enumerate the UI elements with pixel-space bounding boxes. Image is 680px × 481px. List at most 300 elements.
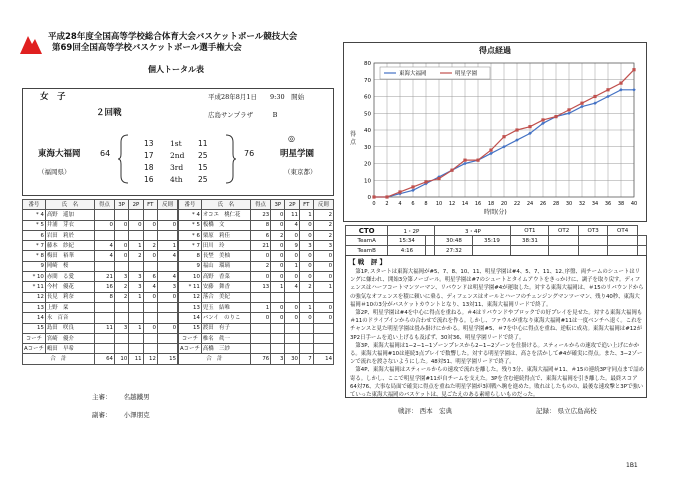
player-name: 高野 香菜 (201, 272, 250, 282)
player-row (179, 220, 334, 230)
total-row (179, 354, 334, 364)
player-pts (94, 302, 114, 312)
series-point (411, 185, 414, 188)
player-row (23, 282, 178, 292)
empty-cell (250, 333, 270, 343)
x-tick-label: 8 (424, 201, 428, 207)
player-pf: 0 (313, 313, 333, 323)
series-point (528, 125, 531, 128)
player-p2: 1 (129, 323, 143, 333)
player-p3: 3 (114, 323, 128, 333)
player-number: 8 (179, 251, 202, 261)
col-no: 番号 (179, 200, 202, 210)
empty-cell (157, 333, 177, 343)
col-name: 氏 名 (45, 200, 94, 210)
player-p3: 0 (271, 261, 285, 271)
player-number: * 10 (23, 272, 46, 282)
cto-col-ot1: OT1 (511, 226, 549, 236)
player-pf: 1 (157, 241, 177, 251)
reporter (398, 406, 452, 416)
player-pf: 2 (313, 220, 333, 230)
player-ft (143, 230, 157, 240)
y-tick-label: 0 (367, 195, 371, 201)
cto-cell (549, 236, 578, 246)
player-pts (250, 323, 270, 333)
player-ft (299, 323, 313, 333)
player-pf: 3 (157, 282, 177, 292)
player-pf: 0 (313, 272, 333, 282)
player-ft: 1 (299, 210, 313, 220)
series-point (619, 82, 622, 85)
player-number: * 5 (179, 220, 202, 230)
x-tick-label: 30 (565, 201, 573, 207)
total-pf: 14 (313, 354, 333, 364)
x-tick-label: 34 (591, 201, 599, 207)
player-p2: 3 (129, 272, 143, 282)
player-name: 岩田 莉於 (45, 230, 94, 240)
player-number: * 4 (179, 210, 202, 220)
period-scores-a (144, 138, 154, 186)
col-3p: 3P (271, 200, 285, 210)
period-1-b: 11 (198, 139, 208, 148)
player-pts: 13 (250, 282, 270, 292)
player-ft (143, 302, 157, 312)
player-pf: 0 (313, 261, 333, 271)
player-name: 落合 美紀 (201, 292, 250, 302)
player-p2: 4 (285, 282, 300, 292)
total-p3: 3 (271, 354, 285, 364)
player-name: 井浦 芽衣 (45, 220, 94, 230)
empty-cell (114, 344, 128, 354)
player-name: 島田 咲良 (45, 323, 94, 333)
commentary-paragraph: 第2P、明星学園は#4を中心に得点を重ねる。＃4はリバウンドやブロックでの好プレイを見せた。対する東海大福岡も＃11のドライブインからの合わせで流れを作る。しかし、ファウルが重なり東海大福岡#11は一度ベンチへ退く。これをチャンスと見た明星学園は畳み掛けにかかる。明星学園#5、＃7を中心に得点を重ね、逆転に成功。東海大福岡は#12が3P2日手ームを追い上げるも及ばず、30対36、明星学園リードで終了。 (350, 310, 643, 341)
player-number: 9 (179, 261, 202, 271)
player-number: 15 (179, 323, 202, 333)
total-ft: 12 (143, 354, 157, 364)
player-number: * 5 (23, 220, 46, 230)
empty-cell (129, 344, 143, 354)
player-pf: 0 (313, 302, 333, 312)
player-p3: 2 (114, 292, 128, 302)
player-pf (157, 313, 177, 323)
empty-cell (271, 344, 285, 354)
page-number: 1B1 (626, 462, 638, 469)
player-p3 (271, 292, 285, 302)
player-number: 6 (23, 230, 46, 240)
player-row (23, 323, 178, 333)
series-point (567, 108, 570, 111)
player-p3 (114, 210, 128, 220)
player-row (179, 282, 334, 292)
col-ft: FT (299, 200, 313, 210)
cto-cell: 35:19 (473, 236, 511, 246)
player-pts: 0 (250, 313, 270, 323)
chief-referee (92, 392, 150, 402)
venue-label: 広島サンプラザ B (208, 111, 278, 119)
series-point (541, 118, 544, 121)
empty-cell (129, 333, 143, 343)
player-number: 12 (23, 292, 46, 302)
x-tick-label: 38 (617, 201, 625, 207)
col-pf: 反則 (313, 200, 333, 210)
player-pts: 4 (94, 251, 114, 261)
series-point (398, 190, 401, 193)
series-point (489, 149, 492, 152)
cto-cell: 30:48 (435, 236, 473, 246)
staff-name: 嶋田 早希 (45, 344, 94, 354)
player-pf (313, 292, 333, 302)
player-p3 (114, 313, 128, 323)
player-ft: 0 (299, 220, 313, 230)
commentary-paragraph: 第4P、東海大福岡はスティールからの速攻で流れを離した。残り3分、東海大福岡＃11、＃15の連続3P守同点まで詰め寄る。しかし、ここで明星学園#11が自チームを支えた。3Pを含む連続得点で、東海大福岡を引き離した。最終スコア64対76、大事な局面で確実に得点を重ねた明星学園が3回戦へ駒を進めた。敗れはしたものの、最後な速攻撃と3Pで強いていった東海大福岡のバスケットは、見ごたえのある素晴らしいものだった。 (350, 367, 645, 399)
player-p2: 0 (285, 230, 300, 240)
cto-cell (426, 236, 435, 246)
player-pts: 16 (94, 282, 114, 292)
series-point (437, 177, 440, 180)
player-p3: 1 (271, 282, 285, 292)
cto-cell (473, 246, 511, 256)
period-4-b: 25 (198, 175, 208, 184)
player-p2: 11 (285, 210, 300, 220)
cto-cell (426, 246, 435, 256)
series-point (372, 195, 375, 198)
player-row (179, 313, 334, 323)
y-tick-label: 50 (364, 111, 371, 118)
player-row (23, 210, 178, 220)
player-name: 田川 玲 (201, 241, 250, 251)
player-number: * 11 (179, 282, 202, 292)
player-number: * 8 (23, 251, 46, 261)
series-point (554, 115, 557, 118)
series-point (502, 135, 505, 138)
total-row (23, 354, 178, 364)
player-name: 高野 遥加 (45, 210, 94, 220)
col-3p: 3P (114, 200, 128, 210)
player-pf: 0 (313, 251, 333, 261)
cto-col-34p: 3・4P (435, 226, 511, 236)
player-pts: 4 (94, 241, 114, 251)
player-ft: 0 (143, 292, 157, 302)
x-tick-label: 14 (461, 201, 469, 207)
total-p2: 30 (285, 354, 300, 364)
empty-cell (94, 333, 114, 343)
player-ft (299, 292, 313, 302)
commentary-body (350, 268, 644, 399)
player-p3: 0 (114, 251, 128, 261)
cto-cell (549, 246, 578, 256)
empty-cell (299, 344, 313, 354)
series-point (593, 95, 596, 98)
cto-cell (637, 246, 646, 256)
x-tick-label: 0 (372, 201, 376, 207)
staff-row (23, 333, 178, 343)
period-2-a: 17 (144, 151, 154, 160)
period-scores-b (198, 138, 208, 186)
player-name: 安藤 舞香 (201, 282, 250, 292)
legend-label: 東海大福岡 (399, 71, 427, 77)
player-pts: 21 (250, 241, 270, 251)
cto-cell (637, 236, 646, 246)
player-p3: 0 (271, 210, 285, 220)
player-pts: 0 (94, 220, 114, 230)
teamB-name: 明星学園 (280, 149, 315, 159)
y-tick-label: 10 (364, 178, 371, 185)
chart-title: 得点経過 (479, 46, 511, 55)
player-name: 長埜 美柚 (201, 251, 250, 261)
commentary-paragraph: 第1P､スタートは東海大福岡が#5、7、8、10、11、明星学園は#4、5、7、11、12､序盤、両チームのシュートはリングに嫌われ、開始3分第ノーゴール。明星学園は#7のシュートとタイムアウトをきっかけに、調子を取り戻す。ディフェンスはハーフコートマンツーマン、リバウンドは明星学園#4が運取した。対する東海大福岡は、＃15のリバウンドからの強気なオフェンスを積に頼いに乗る、ディフェンスはオールとハーフのチェンジングマンツーマン、残り40秒、東海大福岡＃10の3分がバスケットカウントとなり、13対11、東海大福岡リードで終了。 (350, 269, 644, 308)
series-point (580, 102, 583, 105)
x-tick-label: 40 (630, 201, 638, 207)
player-p2 (129, 302, 143, 312)
player-row (23, 292, 178, 302)
round-label: ２回戦 (96, 108, 122, 118)
game-date: 平成28年8月1日 9:30 開始 (208, 93, 305, 101)
series-point (632, 88, 636, 92)
player-row (179, 251, 334, 261)
staff-role: コーチ (179, 333, 202, 343)
commentary-box (345, 255, 647, 398)
player-number: * 11 (23, 282, 46, 292)
player-pf: 4 (157, 272, 177, 282)
x-tick-label: 2 (385, 201, 389, 207)
teamB-score: 76 (244, 149, 255, 158)
player-number: * 4 (23, 210, 46, 220)
col-2p: 2P (129, 200, 143, 210)
x-tick-label: 28 (552, 201, 560, 207)
col-pts: 得点 (250, 200, 270, 210)
winner-mark: ◎ (288, 134, 295, 143)
commentary-paragraph: 第3P、東海大福岡は1−2−1−1ゾーンプレスから2−1−2ゾーンを仕掛ける。スティールからの速攻で追い上げにかかる。東海大福岡#10は連続3点プレイで数響した。対する明星学園は、高さを活かして#4が確実に得点。また、3−2ゾーンで流れを渡さないようにした。48対51、明星学園リードで終了。 (350, 342, 643, 366)
player-pf (157, 230, 177, 240)
empty-cell (143, 344, 157, 354)
score-progress-chart (343, 42, 647, 222)
chart-svg (344, 43, 646, 221)
empty-cell (157, 344, 177, 354)
player-name: 板橋 文 (201, 220, 250, 230)
player-pts: 6 (250, 230, 270, 240)
x-tick-label: 18 (487, 201, 495, 207)
total-pts: 76 (250, 354, 270, 364)
player-p2: 1 (129, 241, 143, 251)
recorder-name: 県立広島高校 (557, 407, 597, 415)
player-pf: 4 (157, 251, 177, 261)
x-tick-label: 32 (578, 201, 586, 207)
empty-cell (313, 344, 333, 354)
player-ft: 6 (143, 272, 157, 282)
period-2-b: 25 (198, 151, 208, 160)
player-pf: 0 (157, 220, 177, 230)
player-pts (94, 313, 114, 323)
total-p3: 10 (114, 354, 128, 364)
empty-cell (250, 344, 270, 354)
player-row (23, 230, 178, 240)
page-subtitle: 個人トータル表 (148, 65, 204, 74)
series-point (385, 195, 388, 198)
player-p3: 0 (114, 241, 128, 251)
y-tick-label: 80 (364, 61, 371, 67)
player-p3 (271, 323, 285, 333)
staff-row (179, 344, 334, 354)
commentary-heading: 【 戦 評 】 (349, 258, 387, 266)
total-ft: 7 (299, 354, 313, 364)
player-p3 (114, 261, 128, 271)
player-p3 (114, 302, 128, 312)
player-p2: 0 (285, 313, 300, 323)
player-p2 (129, 230, 143, 240)
empty-cell (285, 344, 300, 354)
staff-row (179, 333, 334, 343)
recorder (536, 406, 597, 416)
chief-referee-label: 主審： (92, 393, 112, 401)
cto-team: TeamA (346, 236, 388, 246)
player-name: 今村 優花 (45, 282, 94, 292)
player-ft (143, 261, 157, 271)
cto-cell (608, 236, 637, 246)
staff-row (23, 344, 178, 354)
player-name: 長見 莉奈 (45, 292, 94, 302)
series-point (606, 88, 609, 91)
reporter-name: 西本 宏典 (419, 407, 453, 415)
player-pts (94, 230, 114, 240)
player-row (23, 272, 178, 282)
player-ft: 4 (143, 282, 157, 292)
player-p2: 0 (129, 220, 143, 230)
player-pf (313, 323, 333, 333)
series-point (476, 159, 479, 162)
player-row (23, 241, 178, 251)
player-pts: 0 (250, 251, 270, 261)
player-ft (143, 210, 157, 220)
empty-cell (94, 344, 114, 354)
player-p3: 0 (271, 241, 285, 251)
player-p2: 2 (129, 251, 143, 261)
player-p3: 0 (271, 302, 285, 312)
cto-cell: 38:31 (511, 236, 549, 246)
x-tick-label: 6 (411, 201, 415, 207)
player-row (23, 220, 178, 230)
teamB-stats-table (178, 199, 334, 365)
player-number: * 7 (23, 241, 46, 251)
y-tick-label: 20 (364, 161, 371, 168)
player-ft: 2 (143, 241, 157, 251)
player-p3: 0 (271, 220, 285, 230)
player-p3: 2 (114, 282, 128, 292)
cto-cell (578, 236, 607, 246)
sub-referee (92, 410, 150, 420)
player-row (179, 302, 334, 312)
player-name: 渡田 有子 (201, 323, 250, 333)
col-pts: 得点 (94, 200, 114, 210)
player-ft: 1 (299, 302, 313, 312)
recorder-label: 記録： (536, 407, 556, 415)
col-2p: 2P (285, 200, 300, 210)
player-row (179, 261, 334, 271)
empty-cell (285, 333, 300, 343)
player-pts: 1 (250, 302, 270, 312)
x-tick-label: 20 (500, 201, 508, 207)
player-name: 赤間 る愛 (45, 272, 94, 282)
player-pts: 0 (250, 272, 270, 282)
player-number: 14 (179, 313, 202, 323)
player-row (179, 241, 334, 251)
cto-col-ot3: OT3 (578, 226, 607, 236)
total-p2: 11 (129, 354, 143, 364)
tournament-title-1: 平成28年度全国高等学校総合体育大会バスケットボール競技大会 (48, 32, 298, 42)
player-name: 藤本 紗紀 (45, 241, 94, 251)
left-brace (118, 134, 130, 184)
player-pts: 21 (94, 272, 114, 282)
player-pts (94, 261, 114, 271)
series-point (424, 180, 427, 183)
player-row (23, 313, 178, 323)
player-row (179, 272, 334, 282)
player-p2: 1 (129, 292, 143, 302)
player-name: 岡崎 桜 (45, 261, 94, 271)
x-tick-label: 24 (526, 201, 534, 207)
player-ft: 0 (299, 230, 313, 240)
y-tick-label: 70 (364, 77, 371, 84)
player-pts: 8 (94, 292, 114, 302)
x-tick-label: 36 (604, 201, 612, 207)
teamA-name: 東海大福岡 (38, 149, 81, 159)
y-tick-label: 30 (364, 144, 371, 151)
player-pts: 11 (94, 323, 114, 333)
x-tick-label: 16 (474, 201, 482, 207)
period-3-a: 18 (144, 163, 154, 172)
player-number: * 6 (179, 230, 202, 240)
staff-role: Aコーチ (179, 344, 202, 354)
cto-cell (608, 246, 637, 256)
player-row (179, 292, 334, 302)
player-pf: 1 (313, 282, 333, 292)
total-label: 合 計 (23, 354, 95, 364)
player-pf (157, 261, 177, 271)
player-p3: 0 (271, 272, 285, 282)
player-number: 14 (23, 313, 46, 323)
player-p3 (114, 230, 128, 240)
period-1-a: 13 (144, 139, 154, 148)
total-label: 合 計 (179, 354, 251, 364)
player-p2: 0 (285, 251, 300, 261)
player-p3: 0 (271, 313, 285, 323)
chief-referee-name: 名越鐵男 (123, 393, 150, 401)
player-p2 (285, 323, 300, 333)
col-no: 番号 (23, 200, 46, 210)
empty-cell (114, 333, 128, 343)
right-brace (224, 134, 236, 184)
player-name: 栗原 莉佳 (201, 230, 250, 240)
staff-name: 宮崎 優介 (45, 333, 94, 343)
player-ft: 0 (143, 323, 157, 333)
player-p2: 0 (285, 272, 300, 282)
player-pts (94, 210, 114, 220)
player-name: 永 百音 (45, 313, 94, 323)
player-p3: 0 (114, 220, 128, 230)
player-row (23, 251, 178, 261)
teamA-pref: （福岡県） (38, 168, 71, 176)
cto-col-ot4: OT4 (608, 226, 637, 236)
col-pf: 反則 (157, 200, 177, 210)
period-2-label: 2nd (170, 151, 185, 160)
player-name: 梅田 裕華 (45, 251, 94, 261)
cto-col-ot2: OT2 (549, 226, 578, 236)
cto-header: CTO (346, 226, 388, 236)
player-p2 (129, 261, 143, 271)
player-row (23, 261, 178, 271)
player-pts (250, 292, 270, 302)
player-ft: 2 (299, 282, 313, 292)
cto-team: TeamB (346, 246, 388, 256)
